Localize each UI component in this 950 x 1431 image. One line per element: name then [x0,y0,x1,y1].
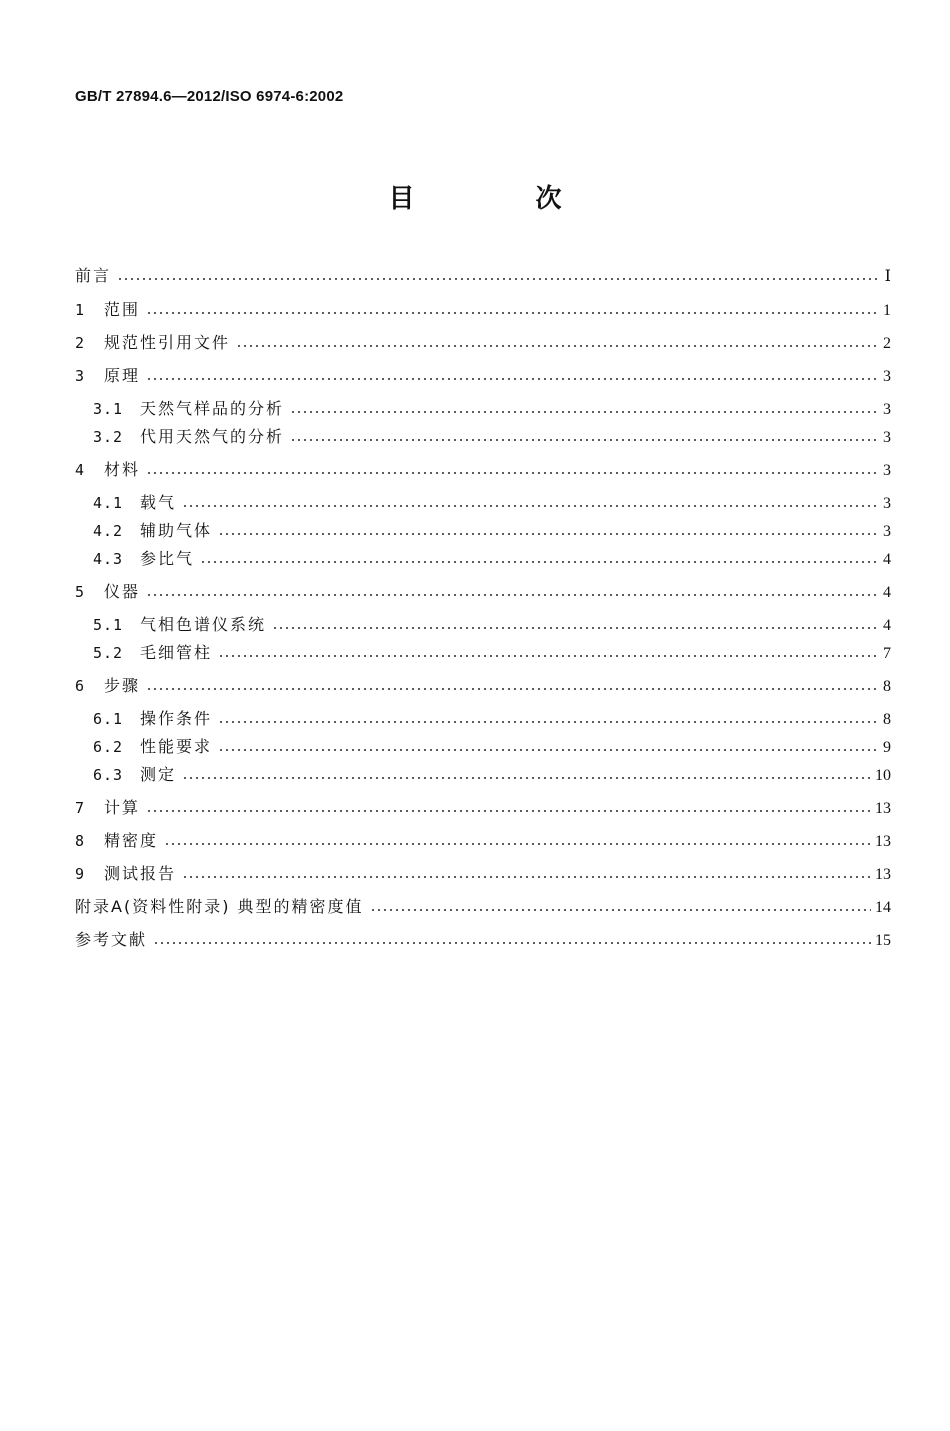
toc-entry-page: 8 [883,711,891,728]
toc-entry-number: 3.1 [93,400,124,418]
dot-leader [236,345,877,347]
toc-entry-number: 4.1 [93,494,124,512]
toc-entry-page: 13 [875,866,891,883]
toc-entry-label: 操作条件 [140,709,213,728]
toc-entry-label: 代用天然气的分析 [140,427,285,446]
toc-entry-number: 3.2 [93,428,124,446]
toc-entry-6[interactable] [75,672,891,700]
toc-entry-number: 4.2 [93,522,124,540]
toc-entry-page: Ⅰ [884,268,891,285]
toc-entry-label: 前言 [75,266,112,285]
toc-entry-number: 6.2 [93,738,124,756]
dot-leader [370,909,871,911]
dot-leader [200,561,877,563]
toc-entry-label: 参考文献 [75,930,148,949]
toc-entry-label: 参比气 [140,549,195,568]
dot-leader [146,810,871,812]
document-standard-id: GB/T 27894.6—2012/ISO 6974-6:2002 [75,88,344,105]
toc-entry-label: 附录A(资料性附录) 典型的精密度值 [75,897,364,916]
toc-entry-label: 步骤 [104,676,141,695]
toc-entry-number: 7 [75,799,85,817]
toc-entry-label: 规范性引用文件 [104,333,231,352]
toc-entry-page: 13 [875,833,891,850]
toc-entry-number: 6.1 [93,710,124,728]
toc-entry-number: 1 [75,301,85,319]
toc-entry-page: 1 [883,302,891,319]
toc-entry-page: 9 [883,739,891,756]
toc-entry-number: 5.1 [93,616,124,634]
toc-entry-5[interactable] [75,578,891,606]
dot-leader [290,411,877,413]
toc-entry-3-1[interactable] [93,395,891,423]
toc-entry-7[interactable] [75,794,891,822]
toc-entry-label: 原理 [104,366,141,385]
dot-leader [290,439,877,441]
dot-leader [182,876,871,878]
toc-entry-number: 4 [75,461,85,479]
dot-leader [146,312,877,314]
dot-leader [146,472,877,474]
toc-entry-number: 6.3 [93,766,124,784]
toc-entry-6-1[interactable] [93,705,891,733]
toc-entry-page: 3 [883,401,891,418]
toc-entry-page: 3 [883,368,891,385]
toc-entry-page: 2 [883,335,891,352]
toc-entry-4-2[interactable] [93,517,891,545]
toc-entry-label: 测试报告 [104,864,177,883]
dot-leader [272,627,877,629]
toc-entry-4-1[interactable] [93,489,891,517]
dot-leader [218,533,877,535]
toc-entry-page: 3 [883,523,891,540]
toc-entry-number: 5.2 [93,644,124,662]
toc-entry-bibliography[interactable] [75,926,891,954]
toc-entry-label: 计算 [104,798,141,817]
dot-leader [117,278,877,280]
toc-entry-label: 精密度 [104,831,159,850]
dot-leader [218,721,877,723]
toc-entry-label: 载气 [140,493,177,512]
toc-entry-page: 4 [883,551,891,568]
toc-entry-number: 9 [75,865,85,883]
dot-leader [218,749,877,751]
toc-entry-label: 测定 [140,765,177,784]
toc-entry-page: 7 [883,645,891,662]
dot-leader [146,378,877,380]
toc-entry-page: 8 [883,678,891,695]
toc-entry-page: 15 [875,932,891,949]
toc-entry-3-2[interactable] [93,423,891,451]
toc-entry-label: 仪器 [104,582,141,601]
toc-entry-label: 天然气样品的分析 [140,399,285,418]
toc-entry-number: 4.3 [93,550,124,568]
toc-entry-page: 10 [875,767,891,784]
toc-entry-number: 6 [75,677,85,695]
toc-entry-page: 3 [883,495,891,512]
toc-entry-label: 辅助气体 [140,521,213,540]
dot-leader [182,777,871,779]
toc-entry-label: 性能要求 [140,737,213,756]
toc-entry-number: 5 [75,583,85,601]
toc-entry-5-2[interactable] [93,639,891,667]
toc-entry-page: 3 [883,429,891,446]
dot-leader [164,843,871,845]
toc-entry-4-3[interactable] [93,545,891,573]
toc-title: 目 次 [388,184,618,214]
toc-entry-6-2[interactable] [93,733,891,761]
toc-entry-5-1[interactable] [93,611,891,639]
toc-entry-appendix-a[interactable] [75,893,891,921]
toc-entry-label: 范围 [104,300,141,319]
toc-entry-page: 4 [883,617,891,634]
dot-leader [146,688,877,690]
toc-entry-label: 材料 [104,460,141,479]
toc-entry-page: 13 [875,800,891,817]
toc-entry-page: 14 [875,899,891,916]
toc-entry-9[interactable] [75,860,891,888]
toc-entry-2[interactable] [75,329,891,357]
toc-entry-page: 4 [883,584,891,601]
toc-entry-label: 气相色谱仪系统 [140,615,267,634]
toc-entry-label: 毛细管柱 [140,643,213,662]
toc-entry-4[interactable] [75,456,891,484]
dot-leader [146,594,877,596]
toc-entry-number: 3 [75,367,85,385]
toc-entry-8[interactable] [75,827,891,855]
toc-entry-1[interactable] [75,296,891,324]
toc-entry-number: 8 [75,832,85,850]
dot-leader [218,655,877,657]
dot-leader [153,942,871,944]
toc-entry-number: 2 [75,334,85,352]
dot-leader [182,505,877,507]
toc-entry-page: 3 [883,462,891,479]
toc-entry-foreword[interactable] [75,262,891,290]
toc-entry-3[interactable] [75,362,891,390]
toc-entry-6-3[interactable] [93,761,891,789]
